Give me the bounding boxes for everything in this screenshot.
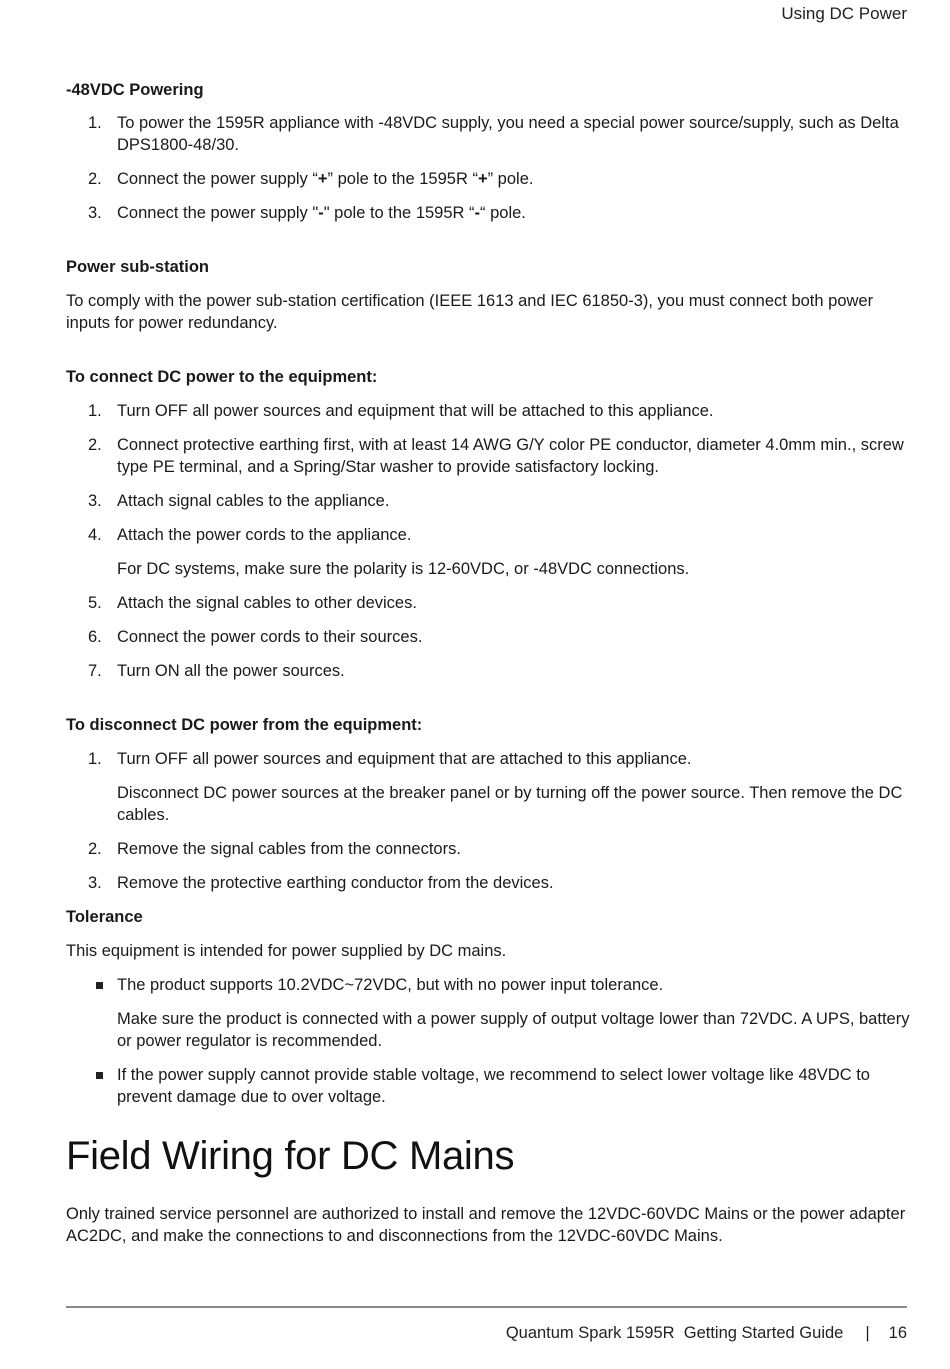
list-item — [66, 1064, 911, 1108]
page-footer — [506, 1322, 907, 1344]
list-item — [66, 490, 911, 512]
steps-connect — [66, 400, 911, 682]
step-note: For DC systems, make sure the polarity is 12-60VDC, or -48VDC connections. — [117, 560, 690, 578]
list-item — [66, 974, 911, 996]
step-number: 3. — [88, 874, 102, 892]
step-text: Attach the power cords to the appliance. — [117, 526, 412, 544]
list-item — [66, 400, 911, 422]
list-item — [66, 112, 911, 156]
step-text: Remove the signal cables from the connectors. — [117, 840, 461, 858]
list-item — [66, 660, 911, 682]
page-content — [66, 79, 911, 1247]
step-text-part: Connect the power supply “ — [117, 170, 318, 188]
plus-symbol: + — [317, 170, 328, 188]
step-text: Turn ON all the power sources. — [117, 662, 345, 680]
steps-48vdc — [66, 112, 911, 224]
step-text: To power the 1595R appliance with -48VDC supply, you need a special power source/supply, such as Delta DPS1800-48/30. — [117, 114, 899, 154]
bullet-text: If the power supply cannot provide stable voltage, we recommend to select lower voltage like 48VDC to prevent damage due to over voltage. — [117, 1066, 870, 1106]
section-heading-substation: Power sub-station — [66, 258, 210, 276]
list-item — [66, 748, 911, 770]
step-text-part: “ pole. — [480, 204, 526, 222]
step-text: Connect protective earthing first, with at least 14 AWG G/Y color PE conductor, diameter 4.0mm min., screw type PE terminal, and a Spring/Star washer to provide satisfactory locking. — [117, 436, 904, 476]
minus-symbol: - — [474, 204, 481, 222]
step-number: 1. — [88, 750, 102, 768]
step-text: Connect the power cords to their sources. — [117, 628, 423, 646]
step-number: 3. — [88, 204, 102, 222]
field-wiring-paragraph: Only trained service personnel are authorized to install and remove the 12VDC-60VDC Mains or the power adapter AC2DC, and make the connections to and disconnections from the 12VDC-60VDC Mains. — [66, 1205, 906, 1245]
section-heading-connect: To connect DC power to the equipment: — [66, 368, 378, 386]
section-heading-disconnect: To disconnect DC power from the equipment: — [66, 716, 423, 734]
plus-symbol: + — [477, 170, 488, 188]
list-item — [66, 872, 911, 894]
bullet-square-icon — [96, 1072, 103, 1079]
step-number: 1. — [88, 402, 102, 420]
step-text: Turn OFF all power sources and equipment that are attached to this appliance. — [117, 750, 692, 768]
list-item — [66, 626, 911, 648]
step-text-part: " pole to the 1595R “ — [323, 204, 475, 222]
step-number: 2. — [88, 436, 102, 454]
step-number: 5. — [88, 594, 102, 612]
tolerance-bullets — [66, 974, 911, 1108]
list-item — [66, 434, 911, 478]
running-header: Using DC Power — [781, 4, 907, 23]
list-item — [66, 838, 911, 860]
section-heading-48vdc: -48VDC Powering — [66, 81, 204, 99]
footer-divider — [66, 1306, 907, 1308]
footer-separator: | — [865, 1324, 870, 1342]
steps-disconnect — [66, 748, 911, 894]
list-item — [66, 524, 911, 546]
minus-symbol: - — [318, 204, 324, 222]
chapter-heading: Field Wiring for DC Mains — [66, 1134, 515, 1178]
bullet-text: The product supports 10.2VDC~72VDC, but with no power input tolerance. — [117, 976, 664, 994]
page-number: 16 — [888, 1324, 907, 1342]
step-text: Attach the signal cables to other devices. — [117, 594, 417, 612]
step-number: 3. — [88, 492, 102, 510]
list-item — [66, 202, 911, 224]
step-text-part: Connect the power supply " — [117, 204, 319, 222]
guide-title: Quantum Spark 1595R Getting Started Guide — [505, 1324, 844, 1342]
bullet-square-icon — [96, 982, 103, 989]
step-number: 2. — [88, 840, 102, 858]
step-number: 2. — [88, 170, 102, 188]
bullet-note: Make sure the product is connected with a power supply of output voltage lower than 72VDC. A UPS, battery or power regulator is recommended. — [117, 1010, 910, 1050]
step-text: Attach signal cables to the appliance. — [117, 492, 390, 510]
step-number: 7. — [88, 662, 102, 680]
step-number: 1. — [88, 114, 102, 132]
step-text-part: ” pole. — [487, 170, 534, 188]
tolerance-intro: This equipment is intended for power supplied by DC mains. — [66, 942, 507, 960]
list-item — [66, 168, 911, 190]
list-item — [66, 592, 911, 614]
step-number: 6. — [88, 628, 102, 646]
step-text: Remove the protective earthing conductor from the devices. — [117, 874, 554, 892]
substation-paragraph: To comply with the power sub-station certification (IEEE 1613 and IEC 61850-3), you must connect both power inputs for power redundancy. — [66, 292, 874, 332]
step-note: Disconnect DC power sources at the breaker panel or by turning off the power source. Then remove the DC cables. — [117, 784, 903, 824]
section-heading-tolerance: Tolerance — [66, 908, 143, 926]
step-text: Turn OFF all power sources and equipment that will be attached to this appliance. — [117, 402, 714, 420]
step-number: 4. — [88, 526, 102, 544]
step-text-part: ” pole to the 1595R “ — [327, 170, 478, 188]
